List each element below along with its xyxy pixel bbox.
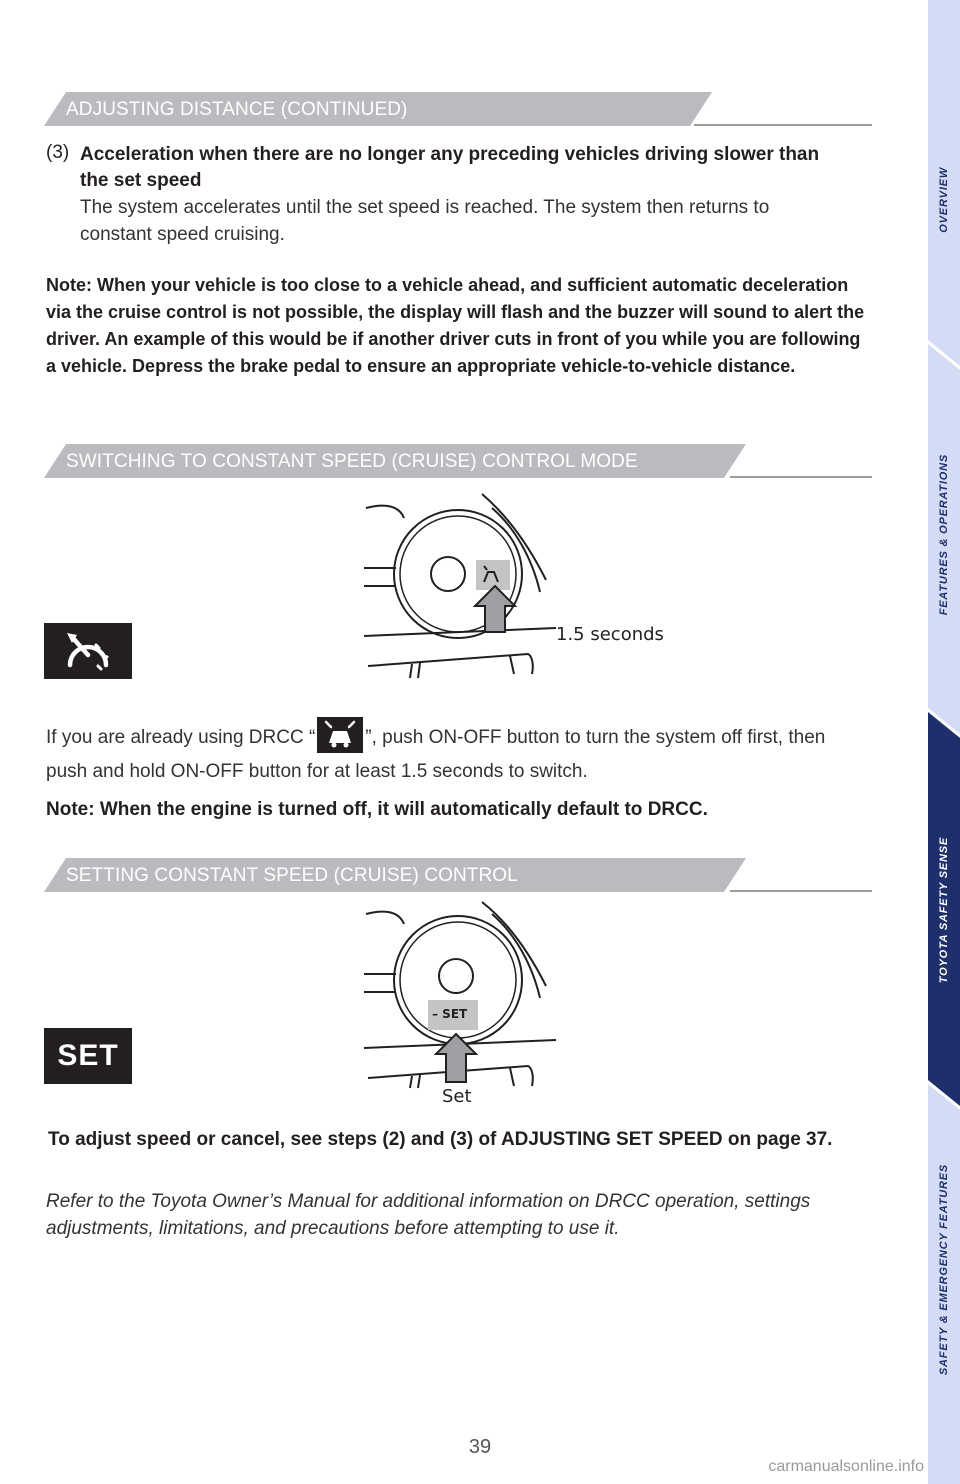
section-header-switching-mode — [44, 444, 872, 478]
steering-wheel-diagram-switch — [360, 488, 560, 683]
engine-off-note: Note: When the engine is turned off, it will automatically default to DRCC. — [46, 799, 708, 820]
section-rule — [730, 890, 872, 892]
watermark: carmanualsonline.info — [768, 1458, 924, 1475]
tab-label: SAFETY & EMERGENCY FEATURES — [938, 1164, 950, 1376]
tab-label: OVERVIEW — [938, 167, 950, 233]
cruise-mode-indicator — [44, 623, 132, 679]
section-header-setting-speed — [44, 858, 872, 892]
speedometer-icon — [62, 629, 114, 673]
set-action-label: Set — [442, 1086, 472, 1107]
tab-toyota-safety-sense[interactable] — [928, 760, 960, 1060]
page-number: 39 — [468, 1436, 492, 1458]
hold-duration-label: 1.5 seconds — [556, 624, 664, 645]
set-button-label: – SET — [432, 1007, 468, 1021]
tab-label: FEATURES & OPERATIONS — [938, 454, 950, 616]
section-header-adjusting-distance — [44, 92, 872, 126]
step-number: (3) — [46, 142, 70, 163]
section-rule — [694, 124, 872, 126]
tab-overview[interactable] — [928, 60, 960, 340]
owners-manual-reference: Refer to the Toyota Owner’s Manual for additional information on DRCC operation, settings adjustments, limitations, and precautions before attempting to use it. — [46, 1191, 811, 1239]
adjust-instruction: To adjust speed or cancel, see steps (2) and (3) of ADJUSTING SET SPEED on page 37. — [48, 1129, 833, 1150]
set-indicator — [44, 1028, 132, 1084]
switch-instructions-start: If you are already using DRCC “ — [46, 727, 316, 749]
section-title: SWITCHING TO CONSTANT SPEED (CRUISE) CONTROL MODE — [66, 451, 638, 472]
steering-wheel-diagram-set — [360, 900, 560, 1090]
set-indicator-text: SET — [57, 1039, 119, 1072]
chapter-tabs — [928, 0, 960, 1484]
step-title: Acceleration when there are no longer any preceding vehicles driving slower than the set speed — [80, 144, 820, 191]
section-title: ADJUSTING DISTANCE (CONTINUED) — [66, 99, 408, 120]
drcc-icon — [317, 717, 363, 753]
section-title: SETTING CONSTANT SPEED (CRUISE) CONTROL — [66, 865, 518, 886]
tab-features-operations[interactable] — [928, 380, 960, 690]
switch-instructions-end: ”, push ON-OFF button to turn the system off first, then push and hold ON-OFF button for at least 1.5 seconds to switch. — [46, 727, 826, 782]
step-body: The system accelerates until the set speed is reached. The system then returns to constant speed cruising. — [80, 197, 770, 245]
section-rule — [730, 476, 872, 478]
switch-instructions — [46, 720, 866, 788]
tab-safety-emergency-features[interactable] — [928, 1120, 960, 1420]
tab-label: TOYOTA SAFETY SENSE — [938, 836, 950, 984]
distance-note: Note: When your vehicle is too close to a vehicle ahead, and sufficient automatic deceleration via the cruise control is not possible, the display will flash and the buzzer will sound to alert the driver. An example of this would be if another driver cuts in front of you while you are following a vehicle. Depress the brake pedal to ensure an appropriate vehicle-to-vehicle distance. — [46, 275, 865, 376]
